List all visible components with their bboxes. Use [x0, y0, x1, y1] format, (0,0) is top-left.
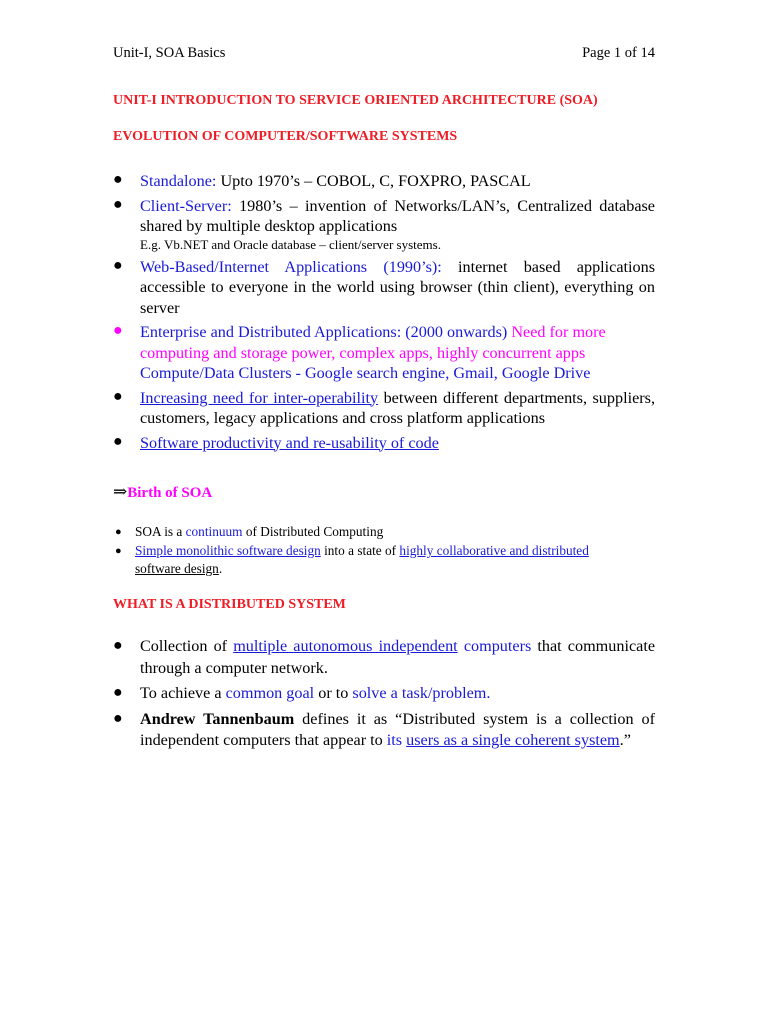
item-label: Enterprise and Distributed Applications: (2000 onwards)	[140, 323, 508, 341]
birth-title: Birth of SOA	[127, 485, 213, 501]
unit-title: UNIT-I INTRODUCTION TO SERVICE ORIENTED ARCHITECTURE (SOA)	[113, 93, 598, 108]
item-examples: Compute/Data Clusters - Google search engine, Gmail, Google Drive	[140, 364, 591, 382]
item-text: between different departments, suppliers, customers, legacy applications and cross platform applications	[140, 388, 655, 427]
item-link[interactable]: Software productivity and re-usability of code	[140, 433, 439, 452]
bullet-icon: ●	[115, 526, 122, 538]
item-text: Upto 1970’s – COBOL, C, FOXPRO, PASCAL	[216, 172, 531, 190]
distributed-heading: WHAT IS A DISTRIBUTED SYSTEM	[113, 597, 346, 612]
item-highlight: its	[386, 731, 403, 749]
item-highlight: computers	[457, 637, 532, 655]
item-link[interactable]: Increasing need for inter-operability	[140, 388, 379, 407]
item-text: or to	[314, 684, 353, 702]
author-name: Andrew Tannenbaum	[140, 709, 295, 728]
bullet-icon: ●	[113, 709, 123, 727]
point-link[interactable]: Simple monolithic software design	[135, 543, 321, 558]
list-item	[113, 196, 655, 253]
item-text: 1980’s – invention of Networks/LAN’s, Centralized database shared by multiple desktop applications	[140, 196, 655, 235]
item-label: Standalone:	[140, 172, 217, 190]
item-text: internet based applications accessible to everyone in the world using browser (thin client), everything on server	[140, 257, 656, 317]
item-text: .”	[619, 731, 631, 749]
bullet-icon: ●	[113, 322, 123, 339]
soa-points-list	[113, 523, 655, 579]
item-highlight: common goal	[225, 684, 315, 702]
point-text: software design	[135, 561, 219, 576]
bullet-icon: ●	[113, 684, 123, 701]
header-title: Unit-I, SOA Basics	[113, 45, 226, 61]
item-label: Web-Based/Internet Applications (1990’s):	[140, 257, 442, 276]
item-highlight: Need for more computing and storage power, complex apps, highly concurrent apps	[140, 323, 606, 362]
implies-arrow-icon: ⇒	[113, 482, 128, 501]
item-text: To achieve a	[140, 684, 226, 702]
bullet-icon: ●	[113, 637, 123, 654]
list-item	[113, 636, 655, 679]
point-text: of Distributed Computing	[242, 524, 384, 539]
item-link[interactable]: multiple autonomous independent	[233, 637, 458, 655]
item-label: Client-Server:	[140, 196, 232, 215]
list-item	[113, 171, 655, 192]
list-item	[113, 388, 655, 429]
item-example: E.g. Vb.NET and Oracle database – client/server systems.	[140, 236, 441, 252]
list-item	[113, 523, 655, 541]
bullet-icon: ●	[113, 256, 123, 274]
page-number: Page 1 of 14	[582, 45, 655, 61]
item-text: defines it as “Distributed system is a collection of independent computers that appear to	[140, 709, 655, 749]
bullet-icon: ●	[115, 545, 122, 557]
point-text: .	[218, 561, 223, 576]
item-highlight: solve a task/problem.	[352, 684, 491, 702]
point-highlight: continuum	[185, 524, 243, 539]
point-link[interactable]: highly collaborative and distributed	[399, 543, 589, 558]
distributed-list	[113, 636, 655, 756]
list-item	[113, 322, 655, 384]
item-text: Collection of	[140, 637, 234, 655]
bullet-icon: ●	[113, 171, 123, 188]
list-item	[113, 683, 655, 705]
point-text: SOA is a	[135, 524, 186, 539]
list-item	[113, 542, 655, 578]
item-text: that communicate through a computer network.	[140, 637, 656, 677]
birth-of-soa-heading	[113, 482, 212, 502]
point-text: into a state of	[320, 543, 400, 558]
bullet-icon: ●	[113, 432, 123, 450]
list-item	[113, 257, 655, 319]
evolution-heading: EVOLUTION OF COMPUTER/SOFTWARE SYSTEMS	[113, 129, 458, 144]
bullet-icon: ●	[113, 195, 123, 213]
evolution-list	[113, 171, 655, 457]
bullet-icon: ●	[113, 387, 123, 405]
list-item	[113, 709, 655, 752]
list-item	[113, 433, 655, 454]
item-link[interactable]: users as a single coherent system	[406, 731, 620, 749]
